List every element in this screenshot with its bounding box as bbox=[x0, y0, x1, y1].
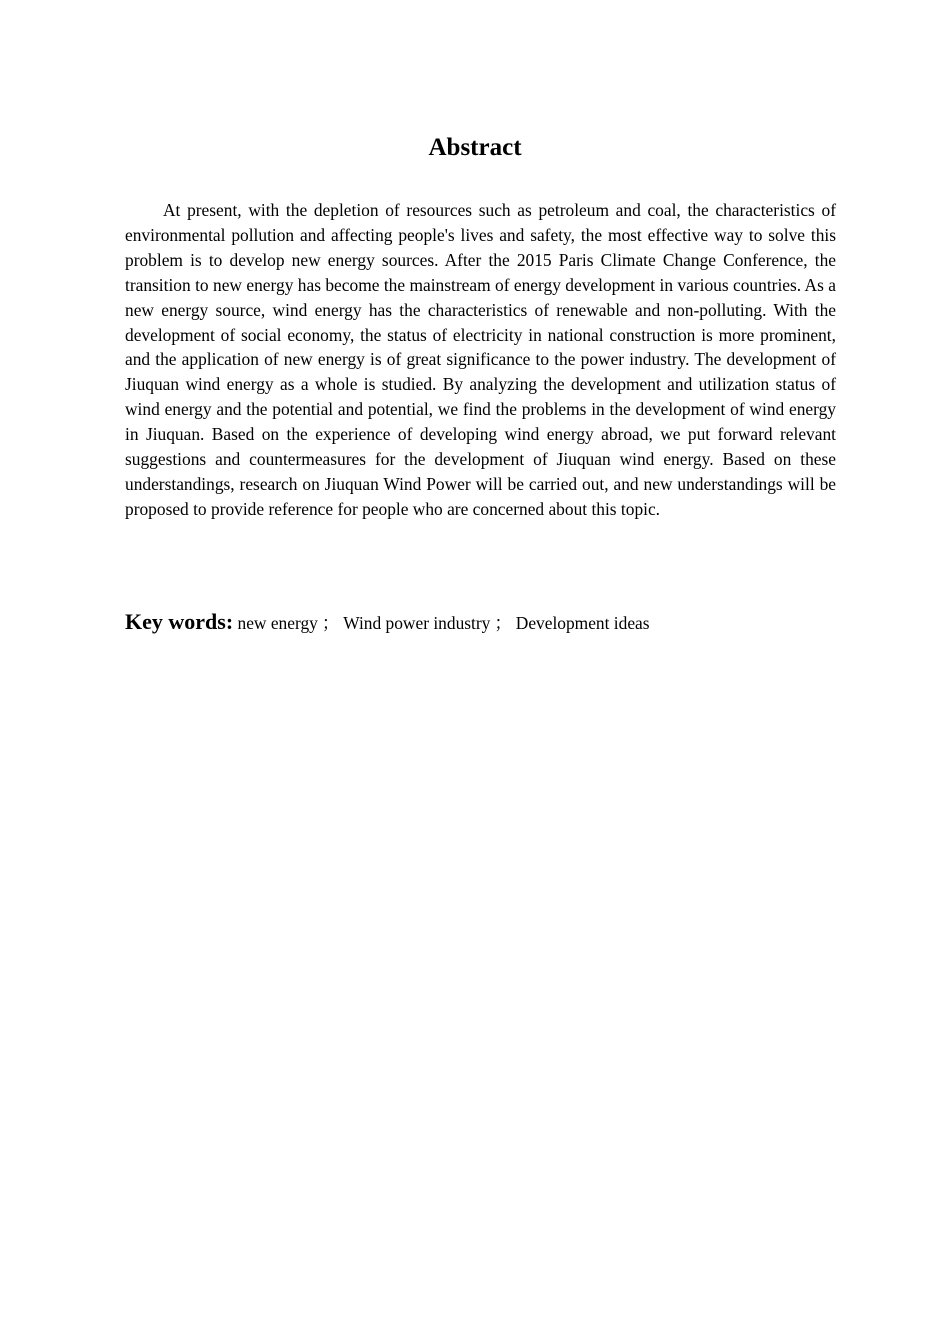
keywords-label: Key words: bbox=[125, 609, 234, 634]
abstract-title: Abstract bbox=[428, 134, 522, 161]
abstract-paragraph: At present, with the depletion of resources such as petroleum and coal, the characteristics of environmental pollution and affecting people's lives and safety, the most effective way to solve this problem is to develop new energy sources. After the 2015 Paris Climate Change Conference, the transition to new energy has become the mainstream of energy development in various countries. As a new energy source, wind energy has the characteristics of renewable and non-polluting. With the development of social economy, the status of electricity in national construction is more prominent, and the application of new energy is of great significance to the power industry. The development of Jiuquan wind energy as a whole is studied. By analyzing the development and utilization status of wind energy and the potential and potential, we find the problems in the development of wind energy in Jiuquan. Based on the experience of developing wind energy abroad, we put forward relevant suggestions and countermeasures for the development of Jiuquan wind energy. Based on these understandings, research on Jiuquan Wind Power will be carried out, and new understandings will be proposed to provide reference for people who are concerned about this topic. bbox=[125, 200, 836, 519]
keyword-separator: ； bbox=[494, 613, 512, 633]
keyword-item: Development ideas bbox=[515, 613, 650, 633]
keyword-item: Wind power industry bbox=[343, 613, 491, 633]
keywords-line bbox=[125, 607, 836, 638]
keyword-item: new energy bbox=[237, 613, 318, 633]
keyword-separator: ； bbox=[321, 613, 340, 633]
